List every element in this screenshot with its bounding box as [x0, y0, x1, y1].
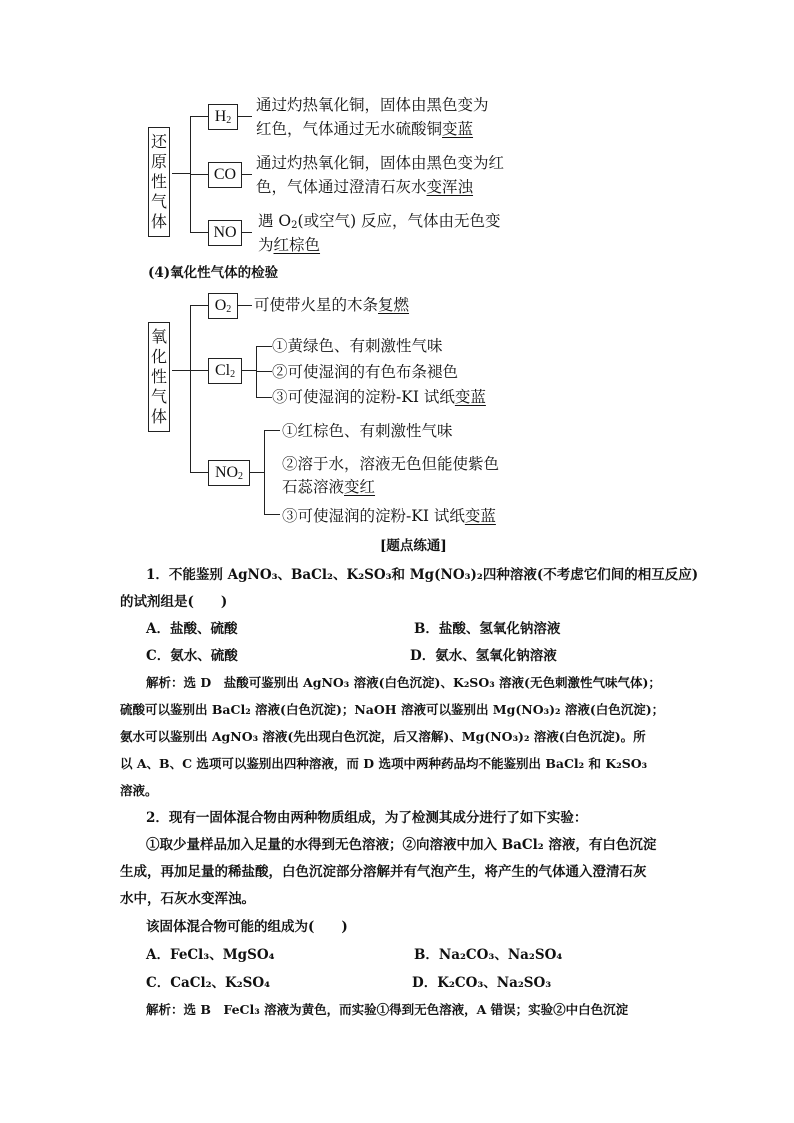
cl2-prop-3: ③可使湿润的淀粉-KI 试纸变蓝 — [272, 388, 486, 406]
bracket-line — [172, 370, 190, 371]
bracket-line — [190, 116, 208, 117]
o2-box: $O_2$ — [208, 293, 238, 319]
h2-desc-line1: 通过灼热氧化铜，固体由黑色变为 — [256, 96, 489, 114]
connector-line — [242, 232, 252, 233]
bracket-line — [256, 371, 272, 372]
bracket-line — [172, 173, 190, 174]
q1-answer-line4: 以 A、B、C 选项可以鉴别出四种溶液，而 D 选项中两种药品均不能鉴别出 BaCl₂ 和 K₂SO₃ — [120, 756, 648, 771]
bracket-line — [190, 472, 208, 473]
bracket-line — [190, 174, 208, 175]
no2-prop-2a: ②溶于水，溶液无色但能使紫色 — [282, 455, 500, 473]
q1-stem-line2: 的试剂组是( ) — [120, 594, 228, 610]
bracket-line — [256, 346, 257, 398]
q2-option-b: B．Na₂CO₃、Na₂SO₄ — [414, 947, 563, 963]
q1-option-a: A．盐酸、硫酸 — [146, 621, 238, 637]
o2-desc: 可使带火星的木条复燃 — [254, 296, 410, 314]
no2-prop-1: ①红棕色、有刺激性气味 — [282, 422, 453, 440]
q2-option-a: A．FeCl₃、MgSO₄ — [146, 947, 275, 963]
q2-stem-line3: 生成，再加足量的稀盐酸，白色沉淀部分溶解并有气泡产生，将产生的气体通入澄清石灰 — [120, 864, 647, 880]
bracket-line — [256, 346, 272, 347]
q1-answer-line1: 解析：选 D 盐酸可鉴别出 AgNO₃ 溶液(白色沉淀)、K₂SO₃ 溶液(无色刺激性气味气体)； — [146, 675, 661, 690]
cl2-prop-1: ①黄绿色、有刺激性气味 — [272, 337, 443, 355]
reducing-gas-label: 还 原 性 气 体 — [148, 127, 170, 237]
q1-option-d: D．氨水、氢氧化钠溶液 — [410, 648, 557, 664]
practice-title: [题点练通] — [380, 538, 447, 554]
no2-prop-2b: 石蕊溶液变红 — [282, 478, 376, 496]
connector-line — [242, 174, 252, 175]
cl2-prop-2: ②可使湿润的有色布条褪色 — [272, 363, 459, 381]
section-4-title: (4)氧化性气体的检验 — [148, 265, 279, 281]
co-box: CO — [208, 162, 242, 188]
no-box: NO — [208, 220, 242, 246]
bracket-line — [250, 472, 264, 473]
q2-answer-line1: 解析：选 B FeCl₃ 溶液为黄色，而实验①得到无色溶液，A 错误；实验②中白色沉淀 — [146, 1002, 629, 1017]
co-desc-line2: 色，气体通过澄清石灰水变浑浊 — [256, 178, 474, 196]
bracket-line — [242, 370, 256, 371]
bracket-line — [190, 305, 208, 306]
no2-prop-3: ③可使湿润的淀粉-KI 试纸变蓝 — [282, 507, 496, 525]
bracket-line — [264, 430, 265, 515]
q1-answer-line2: 硫酸可以鉴别出 BaCl₂ 溶液(白色沉淀)；NaOH 溶液可以鉴别出 Mg(NO₃)₂ 溶液(白色沉淀)； — [120, 702, 665, 717]
no-desc-line2: 为红棕色 — [258, 236, 321, 254]
q1-answer-line5: 溶液。 — [120, 783, 158, 798]
no-desc-line1: 遇 $O_2$(或空气) 反应，气体由无色变 — [258, 212, 501, 231]
bracket-line — [190, 305, 191, 473]
oxidizing-gas-label: 氧 化 性 气 体 — [148, 322, 170, 432]
q1-stem-line1: 1．不能鉴别 AgNO₃、BaCl₂、K₂SO₃和 Mg(NO₃)₂四种溶液(不考虑它们间的相互反应) — [146, 567, 699, 583]
h2-box: $H_2$ — [208, 104, 238, 130]
q2-option-c: C．CaCl₂、K₂SO₄ — [146, 975, 271, 991]
bracket-line — [190, 370, 208, 371]
q2-option-d: D．K₂CO₃、Na₂SO₃ — [412, 975, 552, 991]
bracket-line — [264, 514, 280, 515]
bracket-line — [190, 232, 208, 233]
no2-box: $NO_2$ — [208, 460, 250, 486]
q1-option-c: C．氨水、硫酸 — [146, 648, 238, 664]
cl2-box: $Cl_2$ — [208, 358, 242, 384]
connector-line — [238, 116, 252, 117]
bracket-line — [264, 430, 280, 431]
q1-answer-line3: 氨水可以鉴别出 AgNO₃ 溶液(先出现白色沉淀，后又溶解)、Mg(NO₃)₂ 溶液(白色沉淀)。所 — [120, 729, 646, 744]
co-desc-line1: 通过灼热氧化铜，固体由黑色变为红 — [256, 154, 505, 172]
q2-stem-line2: ①取少量样品加入足量的水得到无色溶液；②向溶液中加入 BaCl₂ 溶液，有白色沉淀 — [146, 837, 657, 853]
h2-desc-line2: 红色，气体通过无水硫酸铜变蓝 — [256, 120, 474, 138]
q2-stem-line5: 该固体混合物可能的组成为( ) — [146, 919, 348, 935]
q2-stem-line1: 2．现有一固体混合物由两种物质组成，为了检测其成分进行了如下实验： — [146, 810, 588, 826]
connector-line — [238, 305, 252, 306]
bracket-line — [256, 397, 272, 398]
q1-option-b: B．盐酸、氢氧化钠溶液 — [414, 621, 561, 637]
q2-stem-line4: 水中，石灰水变浑浊。 — [120, 891, 255, 907]
